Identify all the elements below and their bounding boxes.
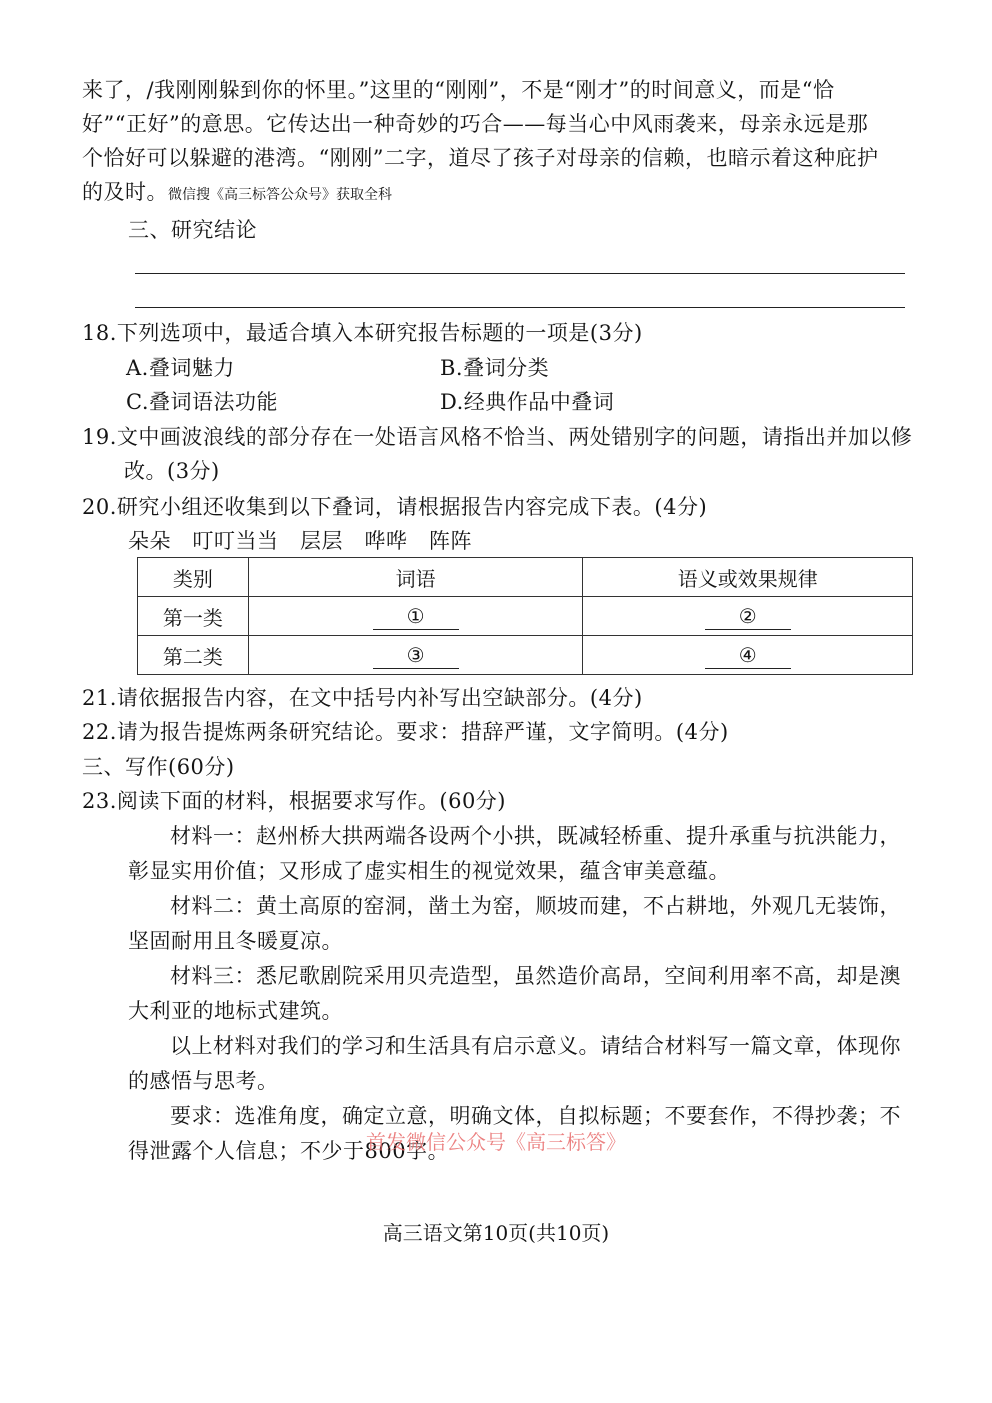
q23-material-2-line-2: 坚固耐用且冬暖夏凉。 [128,929,343,953]
page-footer: 高三语文第10页(共10页) [382,1221,610,1245]
q20-words: 朵朵 叮叮当当 层层 哗哗 阵阵 [128,529,472,553]
q22-stem: 22.请为报告提炼两条研究结论。要求：措辞严谨，文字简明。(4分) [82,720,729,744]
q23-requirement-line-1: 要求：选准角度，确定立意，明确文体，自拟标题；不要套作，不得抄袭；不 [170,1104,901,1128]
q20-stem: 20.研究小组还收集到以下叠词，请根据报告内容完成下表。(4分) [82,495,708,519]
row-words-cell [248,636,583,675]
passage-note: 微信搜《高三标答公众号》获取全科 [168,187,392,203]
row-rule-cell [583,597,913,636]
watermark: 首发微信公众号《高三标答》 [366,1130,626,1154]
q23-material-3-line-1: 材料三：悉尼歌剧院采用贝壳造型，虽然造价高昂，空间利用率不高，却是澳 [170,964,901,988]
q20-table [137,557,913,675]
blank-4[interactable]: ④ [705,642,791,669]
blank-2[interactable]: ② [705,603,791,630]
answer-rule-1 [135,273,905,274]
row-rule-cell [583,636,913,675]
q20-table-header [138,558,913,597]
passage-line-4-text: 的及时。 [82,180,168,204]
q23-material-2-line-1: 材料二：黄土高原的窑洞，凿土为窑，顺坡而建，不占耕地，外观几无装饰， [170,894,901,918]
q18-stem: 18.下列选项中，最适合填入本研究报告标题的一项是(3分) [82,321,643,345]
q21-stem: 21.请依据报告内容，在文中括号内补写出空缺部分。(4分) [82,686,643,710]
header-words: 词语 [248,558,583,597]
q23-material-1-line-2: 彰显实用价值；又形成了虚实相生的视觉效果，蕴含审美意蕴。 [128,859,730,883]
table-row [138,597,913,636]
row-category: 第一类 [138,597,249,636]
q23-requirement-line-2: 得泄露个人信息；不少于800字。 [128,1139,450,1163]
blank-3[interactable]: ③ [373,642,459,669]
table-row [138,636,913,675]
passage-line-2: 好”“正好”的意思。它传达出一种奇妙的巧合——每当心中风雨袭来，母亲永远是那 [82,112,869,136]
q18-option-a: A.叠词魅力 [126,356,235,380]
q23-material-1-line-1: 材料一：赵州桥大拱两端各设两个小拱，既减轻桥重、提升承重与抗洪能力， [170,824,901,848]
blank-1[interactable]: ① [373,603,459,630]
answer-rule-2 [135,307,905,308]
q23-prompt-line-2: 的感悟与思考。 [128,1069,279,1093]
section-writing-title: 三、写作(60分) [82,755,235,779]
q19-line-2: 改。(3分) [124,459,220,483]
q23-material-3-line-2: 大利亚的地标式建筑。 [128,999,343,1023]
passage-line-3: 个恰好可以躲避的港湾。“刚刚”二字，道尽了孩子对母亲的信赖，也暗示着这种庇护 [82,146,879,170]
q18-option-d: D.经典作品中叠词 [440,390,615,414]
q23-stem: 23.阅读下面的材料，根据要求写作。(60分) [82,789,507,813]
q19-line-1: 19.文中画波浪线的部分存在一处语言风格不恰当、两处错别字的问题，请指出并加以修 [82,425,913,449]
q18-option-c: C.叠词语法功能 [126,390,278,414]
header-rule: 语义或效果规律 [583,558,913,597]
passage-line-4 [82,177,392,210]
row-words-cell [248,597,583,636]
header-category: 类别 [138,558,249,597]
section-conclusion-title: 三、研究结论 [128,218,257,242]
q18-option-b: B.叠词分类 [440,356,550,380]
passage-line-1: 来了，/我刚刚躲到你的怀里。”这里的“刚刚”，不是“刚才”的时间意义，而是“恰 [82,78,835,102]
q23-prompt-line-1: 以上材料对我们的学习和生活具有启示意义。请结合材料写一篇文章，体现你 [170,1034,901,1058]
row-category: 第二类 [138,636,249,675]
